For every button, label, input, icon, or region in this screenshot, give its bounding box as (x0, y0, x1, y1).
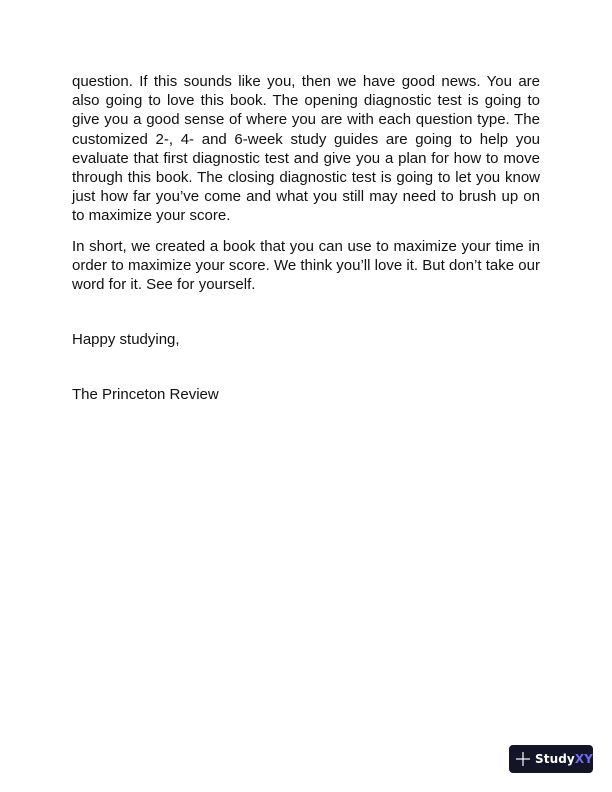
badge-brand-main: Study (535, 752, 575, 766)
badge-brand-text (535, 752, 593, 766)
studyxy-badge[interactable] (509, 745, 593, 773)
signature: The Princeton Review (72, 386, 219, 404)
body-paragraph-2: In short, we created a book that you can use to maximize your time in order to maximize your score. We think you’ll love it. But don’t take our word for it. See for yourself. (72, 237, 540, 294)
badge-brand-accent: XY (574, 752, 593, 766)
page-content (72, 72, 540, 405)
body-paragraph-1: question. If this sounds like you, then we have good news. You are also going to love this book. The opening diagnostic test is going to give you a good sense of where you are with each question type. The customized 2-, 4- and 6-week study guides are going to help you evaluate that first diagnostic test and give you a plan for how to move through this book. The closing diagnostic test is going to let you know just how far you’ve come and what you still may need to brush up on to maximize your score. (72, 73, 540, 225)
plus-icon (516, 752, 530, 766)
closing-greeting: Happy studying, (72, 331, 180, 349)
